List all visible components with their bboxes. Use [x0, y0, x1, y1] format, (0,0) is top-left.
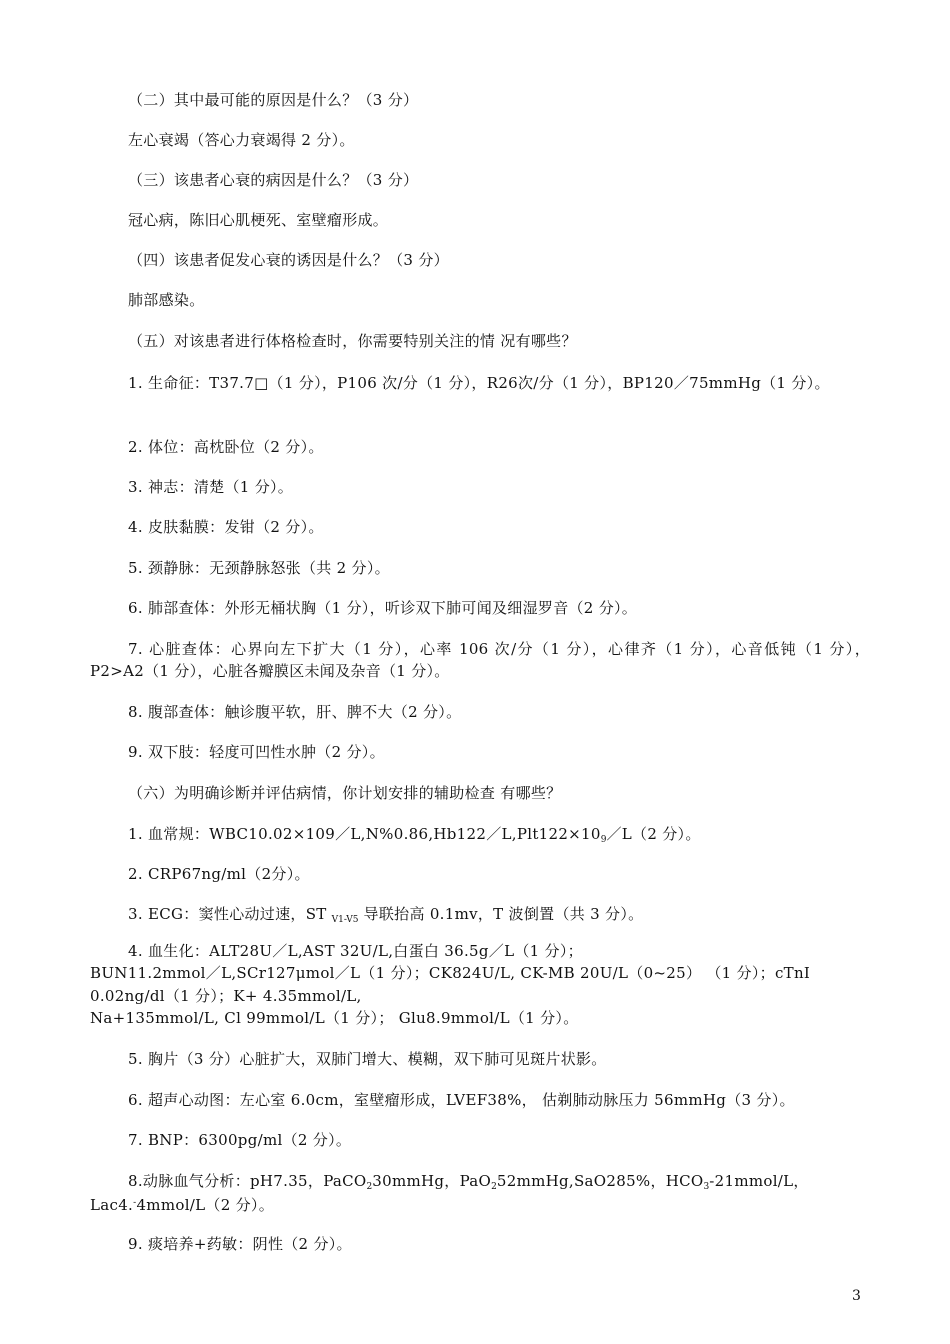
answer-4: 肺部感染。	[128, 291, 205, 309]
exam-item: 7. 心脏查体：心界向左下扩大（1 分），心率 106 次/分（1 分），心律齐（1 分），心音低钝（1 分），P2>A2（1 分），心脏各瓣膜区未闻及杂音（1 分）。	[90, 640, 870, 680]
subscript: 2	[366, 1182, 373, 1192]
test-item: 7. BNP：6300pg/ml（2 分）。	[128, 1131, 352, 1149]
test-text: 52mmHg,SaO285%，HCO	[496, 1172, 704, 1190]
answer-3: 冠心病，陈旧心肌梗死、室壁瘤形成。	[128, 211, 389, 229]
subscript: V1-V5	[331, 915, 359, 925]
question-6: （六）为明确诊断并评估病情，你计划安排的辅助检查 有哪些？	[128, 784, 562, 802]
test-text: 4mmol/L（2 分）。	[136, 1196, 275, 1214]
question-2: （二）其中最可能的原因是什么？（3 分）	[128, 91, 419, 109]
exam-item: 6. 肺部查体：外形无桶状胸（1 分），听诊双下肺可闻及细湿罗音（2 分）。	[128, 599, 638, 617]
test-item-continued: 0.02ng/dl（1 分）；K+ 4.35mmol/L,	[90, 987, 362, 1005]
exam-item: 1. 生命征：T37.7□（1 分），P106 次/分（1 分），R26次/分（1 分），BP120／75mmHg（1 分）。	[128, 374, 830, 392]
test-text: 1. 血常规：WBC10.02×109／L,N%0.86,Hb122／L,Plt122×10	[128, 825, 601, 843]
test-item-continued: Na+135mmol/L, Cl 99mmol/L（1 分）； Glu8.9mmol/L（1 分）。	[90, 1009, 579, 1027]
test-item	[128, 903, 870, 931]
subscript: 9	[600, 835, 607, 845]
test-item	[128, 823, 870, 851]
test-item-continued: BUN11.2mmol／L,SCr127μmol／L（1 分）；CK824U/L, CK-MB 20U/L（0~25） （1 分）；cTnI	[90, 964, 811, 982]
test-text: 导联抬高 0.1mv，T 波倒置（共 3 分）。	[358, 905, 644, 923]
exam-item: 2. 体位：高枕卧位（2 分）。	[128, 438, 324, 456]
test-text: ／L（2 分）。	[606, 825, 701, 843]
question-5: （五）对该患者进行体格检查时，你需要特别关注的情 况有哪些？	[128, 332, 577, 350]
test-text: Lac4.	[90, 1196, 134, 1214]
test-item: 5. 胸片（3 分）心脏扩大，双肺门增大、模糊，双下肺可见斑片状影。	[128, 1050, 607, 1068]
test-text: 3. ECG：窦性心动过速，ST	[128, 905, 332, 923]
question-3: （三）该患者心衰的病因是什么？（3 分）	[128, 171, 419, 189]
subscript: 2	[491, 1182, 497, 1192]
exam-item: 3. 神志：清楚（1 分）。	[128, 478, 294, 496]
question-4: （四）该患者促发心衰的诱因是什么？（3 分）	[128, 251, 449, 269]
test-item-continued	[90, 1192, 870, 1216]
exam-item: 5. 颈静脉：无颈静脉怒张（共 2 分）。	[128, 559, 390, 577]
exam-item: 9. 双下肢：轻度可凹性水肿（2 分）。	[128, 743, 385, 761]
exam-item: 8. 腹部查体：触诊腹平软，肝、脾不大（2 分）。	[128, 703, 462, 721]
test-text: 30mmHg，PaO	[372, 1172, 492, 1190]
test-item: 2. CRP67ng/ml（2分）。	[128, 865, 310, 883]
answer-2: 左心衰竭（答心力衰竭得 2 分）。	[128, 131, 355, 149]
test-text: -21mmol/L，	[709, 1172, 809, 1190]
page-number: 3	[852, 1288, 861, 1304]
test-item: 6. 超声心动图：左心室 6.0cm，室壁瘤形成，LVEF38%， 估剃肺动脉压力 56mmHg（3 分）。	[128, 1091, 795, 1109]
test-item: 9. 痰培养+药敏：阴性（2 分）。	[128, 1235, 352, 1253]
exam-item: 4. 皮肤黏膜：发钳（2 分）。	[128, 518, 324, 536]
test-item: 4. 血生化：ALT28U／L,AST 32U/L,白蛋白 36.5g／L（1 分）；	[128, 942, 583, 960]
subscript: 3	[703, 1182, 710, 1192]
test-text: 8.动脉血气分析：pH7.35，PaCO	[128, 1172, 367, 1190]
superscript: -	[133, 1198, 137, 1208]
